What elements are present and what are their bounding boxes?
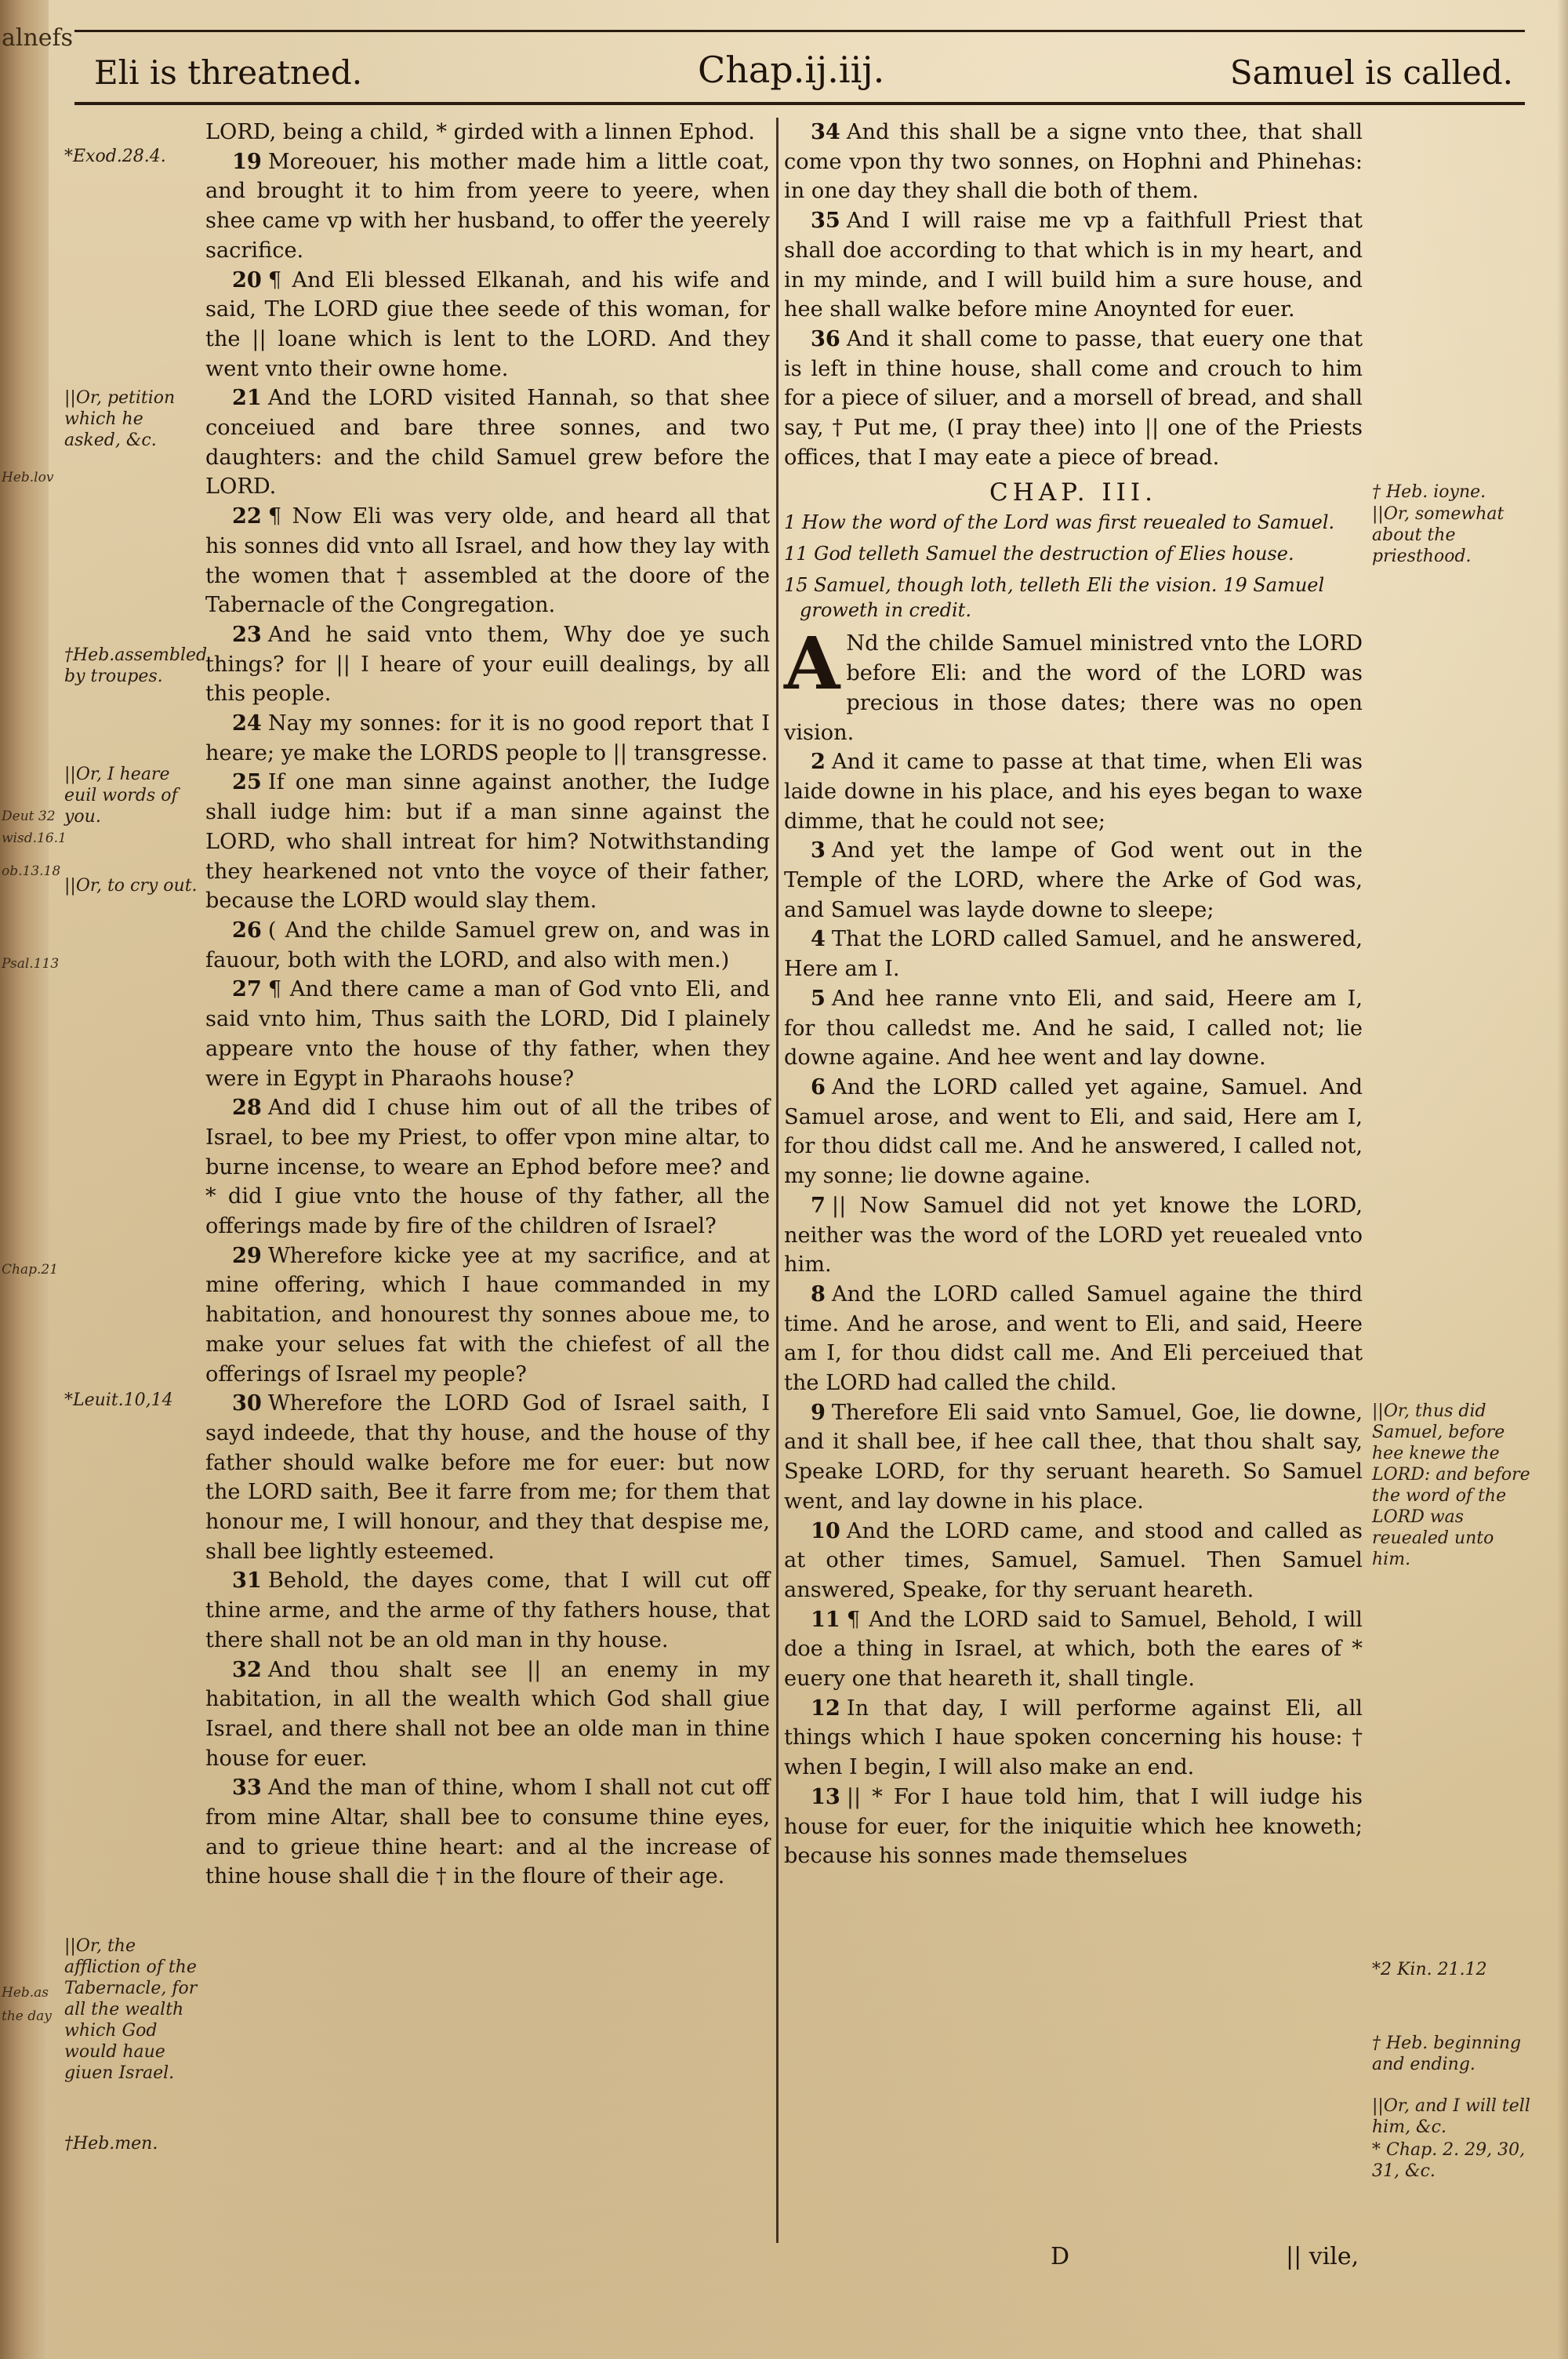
drop-cap: A bbox=[784, 621, 840, 707]
head-rule bbox=[74, 102, 1525, 105]
right-text-column bbox=[784, 118, 1363, 1871]
margin-note: ||Or, the affliction of the Tabernacle, for all the wealth which God would haue giuen Israel. bbox=[64, 1936, 198, 2083]
verse: 5 And hee ranne vnto Eli, and said, Heere am I, for thou calledst me. And he said, I called not; lie downe againe. And hee went and lay downe. bbox=[784, 985, 1363, 1070]
top-rule bbox=[74, 30, 1525, 32]
margin-note: *Leuit.10,14 bbox=[64, 1390, 173, 1410]
verse: 4 That the LORD called Samuel, and he answered, Here am I. bbox=[784, 926, 1363, 982]
running-head-left: Eli is threatned. bbox=[94, 53, 363, 92]
chapter-heading: CHAP. III. bbox=[989, 478, 1158, 507]
verse: 3 And yet the lampe of God went out in the Temple of the LORD, where the Arke of God was, and Samuel was layde downe to sleepe; bbox=[784, 838, 1363, 922]
margin-note: ||Or, and I will tell him, &c. bbox=[1372, 2096, 1530, 2137]
verse: 35 And I will raise me vp a faithfull Priest that shall doe according to that which is in my heart, and in my minde, and I will build him a sure house, and hee shall walke before mine Anoynted for euer. bbox=[784, 208, 1363, 322]
verse: 21 And the LORD visited Hannah, so that shee conceiued and bare three sonnes, and two daughters: and the child Samuel grew before the LORD. bbox=[205, 385, 770, 500]
verse: 28 And did I chuse him out of all the tribes of Israel, to bee my Priest, to offer vpon mine altar, to burne incense, to weare an Ephod before mee? and * did I giue vnto the house of thy father, all the offerings made by fire of the children of Israel? bbox=[205, 1095, 770, 1239]
chapter-summary-line: 11 God telleth Samuel the destruction of Elies house. bbox=[784, 543, 1294, 565]
verse: 32 And thou shalt see || an enemy in my habitation, in all the wealth which God shall giue Israel, and there shall not bee an olde man in thine house for euer. bbox=[205, 1656, 770, 1771]
facing-page-margin bbox=[0, 0, 74, 2359]
running-head-chapter: Chap.ij.iij. bbox=[698, 49, 885, 91]
margin-note: ||Or, thus did Samuel, before hee knewe the LORD: and before the word of the LORD was reuealed unto him. bbox=[1372, 1401, 1530, 1569]
verse: 30 Wherefore the LORD God of Israel saith, I sayd indeede, that thy house, and the house of thy father should walke before me for euer: but now the LORD saith, Bee it farre from me; for them that honour me, I will honour, and they that despise me, shall bee lightly esteemed. bbox=[205, 1390, 770, 1564]
gutter-note: ob.13.18 bbox=[2, 863, 61, 879]
verse: 26 ( And the childe Samuel grew on, and was in fauour, both with the LORD, and also with men.) bbox=[205, 917, 770, 972]
margin-note: ||Or, somewhat about the priesthood. bbox=[1372, 504, 1504, 566]
gutter-note: Heb.as bbox=[2, 1985, 49, 2001]
verse: LORD, being a child, * girded with a linnen Ephod. bbox=[205, 120, 755, 144]
margin-note: ||Or, petition which he asked, &c. bbox=[64, 388, 176, 450]
running-head-right: Samuel is called. bbox=[1229, 53, 1513, 92]
verse: 29 Wherefore kicke yee at my sacrifice, and at mine offering, which I haue commanded in my habitation, and honourest thy sonnes aboue me, to make your selues fat with the chiefest of all the offerings of Israel my people? bbox=[205, 1242, 770, 1387]
margin-note: ||Or, I heare euil words of you. bbox=[64, 765, 178, 827]
chapter-summary-line: 15 Samuel, though loth, telleth Eli the vision. 19 Samuel groweth in credit. bbox=[784, 574, 1325, 622]
gutter-note: Heb.lov bbox=[2, 470, 54, 485]
verse: 6 And the LORD called yet againe, Samuel. And Samuel arose, and went to Eli, and said, Here am I, for thou didst call me. And he answered, I called not, my sonne; lie downe againe. bbox=[784, 1074, 1363, 1189]
verse: 34 And this shall be a signe vnto thee, that shall come vpon thy two sonnes, on Hophni and Phinehas: in one day they shall die both of them. bbox=[784, 119, 1363, 204]
verse: 20 ¶ And Eli blessed Elkanah, and his wife and said, The LORD giue thee seede of this woman, for the || loane which is lent to the LORD. And they went vnto their owne home. bbox=[205, 267, 770, 381]
catchword: || vile, bbox=[1286, 2243, 1359, 2270]
verse: 31 Behold, the dayes come, that I will cut off thine arme, and the arme of thy fathers house, that there shall not be an old man in thy house. bbox=[205, 1568, 770, 1652]
gutter-note: the day bbox=[2, 2008, 52, 2024]
verse: 19 Moreouer, his mother made him a little coat, and brought it to him from yeere to yeere, when shee came vp with her husband, to offer the yeerely sacrifice. bbox=[205, 148, 770, 263]
verse: 13 || * For I haue told him, that I will iudge his house for euer, for the iniquitie which hee knoweth; because his sonnes made themselues bbox=[784, 1783, 1363, 1869]
verse: 23 And he said vnto them, Why doe ye such things? for || I heare of your euill dealings, by all this people. bbox=[205, 621, 770, 707]
running-head bbox=[78, 49, 1521, 102]
margin-note: † Heb. beginning and ending. bbox=[1372, 2034, 1522, 2074]
verse: 22 ¶ Now Eli was very olde, and heard all that his sonnes did vnto all Israel, and how they lay with the women that † assembled at the doore of the Tabernacle of the Congregation. bbox=[205, 503, 770, 618]
margin-note: * Chap. 2. 29, 30, 31, &c. bbox=[1372, 2140, 1526, 2181]
margin-note: *Exod.28.4. bbox=[64, 147, 166, 166]
verse: 11 ¶ And the LORD said to Samuel, Behold, I will doe a thing in Israel, at which, both the eares of * euery one that heareth it, shall tingle. bbox=[784, 1606, 1363, 1692]
left-text-column bbox=[205, 118, 770, 1892]
column-divider bbox=[776, 118, 779, 2243]
verse: 12 In that day, I will performe against Eli, all things which I haue spoken concerning his house: † when I begin, I will also make an end. bbox=[784, 1695, 1363, 1780]
signature-mark: D bbox=[1051, 2243, 1070, 2270]
verse: 27 ¶ And there came a man of God vnto Eli, and said vnto him, Thus saith the LORD, Did I plainely appeare vnto the house of thy father, when they were in Egypt in Pharaohs house? bbox=[205, 976, 770, 1091]
verse: 33 And the man of thine, whom I shall not cut off from mine Altar, shall bee to consume thine eyes, and to grieue thine heart: and al the increase of thine house shall die † in the floure of their age. bbox=[205, 1775, 770, 1889]
verse: 7 || Now Samuel did not yet knowe the LORD, neither was the word of the LORD yet reuealed vnto him. bbox=[784, 1192, 1363, 1278]
margin-note: †Heb.men. bbox=[64, 2134, 158, 2154]
gutter-note: Psal.113 bbox=[2, 956, 60, 972]
verse: 24 Nay my sonnes: for it is no good report that I heare; ye make the LORDS people to || transgresse. bbox=[205, 711, 770, 765]
margin-note: †Heb.assembled by troupes. bbox=[64, 645, 208, 686]
gutter-note: Deut 32 bbox=[2, 809, 56, 824]
margin-note: *2 Kin. 21.12 bbox=[1372, 1960, 1487, 1979]
verse: 36 And it shall come to passe, that euery one that is left in thine house, shall come and crouch to him for a piece of siluer, and a morsell of bread, and shall say, † Put me, (I pray thee) into || one of the Priests offices, that I may eate a piece of bread. bbox=[784, 325, 1363, 470]
margin-note: ||Or, to cry out. bbox=[64, 876, 198, 896]
verse: 2 And it came to passe at that time, when Eli was laide downe in his place, and his eyes began to waxe dimme, that he could not see; bbox=[784, 749, 1363, 834]
page-edge-shadow bbox=[1557, 0, 1568, 2359]
gutter-note: alnefs bbox=[2, 24, 74, 52]
verse: 10 And the LORD came, and stood and called as at other times, Samuel, Samuel. Then Samuel answered, Speake, for thy seruant heareth. bbox=[784, 1518, 1363, 1602]
gutter-note: wisd.16.1 bbox=[2, 831, 67, 846]
chapter-summary-line: 1 How the word of the Lord was first reuealed to Samuel. bbox=[784, 511, 1335, 534]
verse: 25 If one man sinne against another, the Iudge shall iudge him: but if a man sinne against the LORD, who shall intreat for him? Notwithstanding they hearkened not vnto the voyce of their father, because the LORD would slay them. bbox=[205, 769, 770, 914]
verse: 8 And the LORD called Samuel againe the third time. And he arose, and went to Eli, and said, Heere am I, for thou didst call me. And Eli perceiued that the LORD had called the child. bbox=[784, 1281, 1363, 1396]
verse: A Nd the childe Samuel ministred vnto the LORD before Eli: and the word of the LORD was precious in those dates; there was no open vision. bbox=[784, 621, 1363, 745]
margin-note: † Heb. ioyne. bbox=[1372, 482, 1486, 502]
verse: 9 Therefore Eli said vnto Samuel, Goe, lie downe, and it shall bee, if hee call thee, that thou shalt say, Speake LORD, for thy seruant heareth. So Samuel went, and lay downe in his place. bbox=[784, 1399, 1363, 1514]
gutter-note: Chap.21 bbox=[2, 1262, 59, 1278]
